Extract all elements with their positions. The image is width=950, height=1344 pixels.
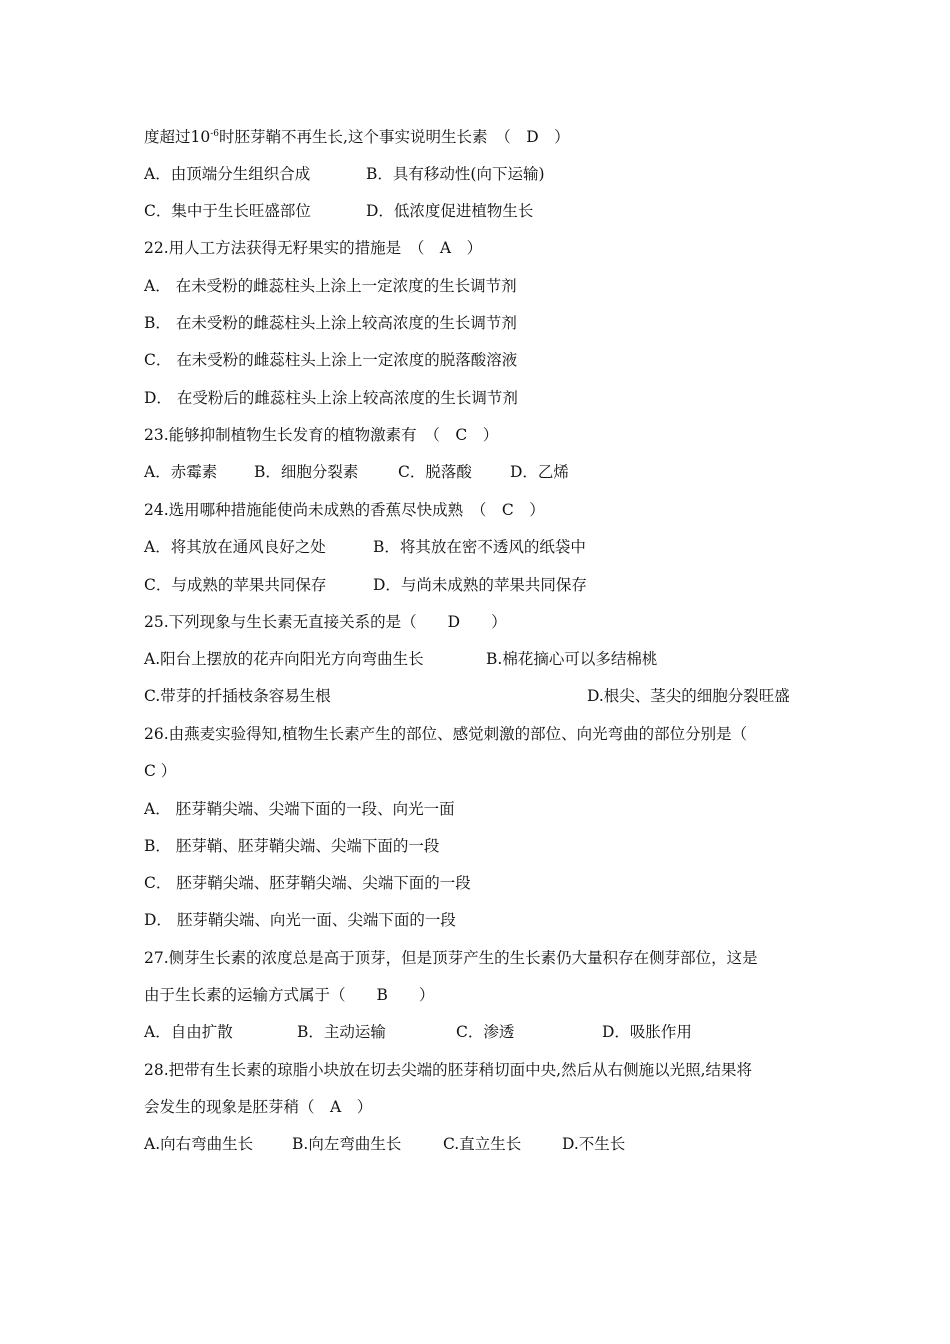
option-a: A．赤霉素 bbox=[144, 463, 218, 481]
question-26-answer: C ） bbox=[144, 762, 177, 780]
q22-option-b: B． 在未受粉的雌蕊柱头上涂上较高浓度的生长调节剂 bbox=[144, 314, 517, 332]
option-a: A.阳台上摆放的花卉向阳光方向弯曲生长 bbox=[144, 650, 424, 668]
question-28-stem: 28.把带有生长素的琼脂小块放在切去尖端的胚芽稍切面中央,然后从右侧施以光照,结果将 bbox=[144, 1061, 753, 1079]
option-d: D.不生长 bbox=[562, 1135, 626, 1153]
option-d: D．乙烯 bbox=[510, 463, 569, 481]
option-c: C．集中于生长旺盛部位 bbox=[144, 202, 311, 220]
option-b: B．将其放在密不透风的纸袋中 bbox=[373, 538, 586, 556]
option-a: A．由顶端分生组织合成 bbox=[144, 165, 311, 183]
text-pre: 度超过10 bbox=[144, 128, 211, 146]
option-b: B．细胞分裂素 bbox=[254, 463, 359, 481]
q26-option-c: C． 胚芽鞘尖端、胚芽鞘尖端、尖端下面的一段 bbox=[144, 874, 471, 892]
option-b: B.棉花摘心可以多结棉桃 bbox=[486, 650, 658, 668]
option-d: D.根尖、茎尖的细胞分裂旺盛 bbox=[587, 687, 790, 705]
question-27-stem: 27.侧芽生长素的浓度总是高于顶芽，但是顶芽产生的生长素仍大量积存在侧芽部位，这是 bbox=[144, 949, 758, 967]
exponent: -6 bbox=[210, 129, 220, 139]
option-c: C．与成熟的苹果共同保存 bbox=[144, 576, 327, 594]
q22-option-c: C． 在未受粉的雌蕊柱头上涂上一定浓度的脱落酸溶液 bbox=[144, 351, 518, 369]
option-c: C.直立生长 bbox=[443, 1135, 522, 1153]
question-26-stem: 26.由燕麦实验得知,植物生长素产生的部位、感觉刺激的部位、向光弯曲的部位分别是（ bbox=[144, 725, 748, 743]
question-22-stem: 22.用人工方法获得无籽果实的措施是 （ A ） bbox=[144, 239, 483, 257]
option-b: B．主动运输 bbox=[297, 1023, 386, 1041]
q22-option-a: A． 在未受粉的雌蕊柱头上涂上一定浓度的生长调节剂 bbox=[144, 277, 517, 295]
option-d: D．与尚未成熟的苹果共同保存 bbox=[373, 576, 587, 594]
option-c: C．脱落酸 bbox=[398, 463, 472, 481]
q26-option-a: A． 胚芽鞘尖端、尖端下面的一段、向光一面 bbox=[144, 800, 455, 818]
q26-option-d: D． 胚芽鞘尖端、向光一面、尖端下面的一段 bbox=[144, 911, 456, 929]
option-a: A．自由扩散 bbox=[144, 1023, 233, 1041]
question-27-stem-cont: 由于生长素的运输方式属于（ B ） bbox=[144, 986, 435, 1004]
option-b: B．具有移动性(向下运输) bbox=[366, 165, 545, 183]
option-d: D．吸胀作用 bbox=[602, 1023, 692, 1041]
text-post: 时胚芽鞘不再生长,这个事实说明生长素 （ D ） bbox=[219, 128, 570, 146]
option-a: A．将其放在通风良好之处 bbox=[144, 538, 326, 556]
question-28-stem-cont: 会发生的现象是胚芽稍（ A ） bbox=[144, 1098, 373, 1116]
question-21-stem bbox=[144, 127, 570, 147]
option-a: A.向右弯曲生长 bbox=[144, 1135, 254, 1153]
option-c: C.带芽的扦插枝条容易生根 bbox=[144, 687, 331, 705]
question-24-stem: 24.选用哪种措施能使尚未成熟的香蕉尽快成熟 （ C ） bbox=[144, 501, 545, 519]
option-c: C．渗透 bbox=[456, 1023, 515, 1041]
option-b: B.向左弯曲生长 bbox=[292, 1135, 402, 1153]
question-23-stem: 23.能够抑制植物生长发育的植物激素有 （ C ） bbox=[144, 426, 499, 444]
question-25-stem: 25.下列现象与生长素无直接关系的是（ D ） bbox=[144, 613, 507, 631]
q26-option-b: B． 胚芽鞘、胚芽鞘尖端、尖端下面的一段 bbox=[144, 837, 440, 855]
q22-option-d: D． 在受粉后的雌蕊柱头上涂上较高浓度的生长调节剂 bbox=[144, 389, 518, 407]
option-d: D．低浓度促进植物生长 bbox=[366, 202, 534, 220]
